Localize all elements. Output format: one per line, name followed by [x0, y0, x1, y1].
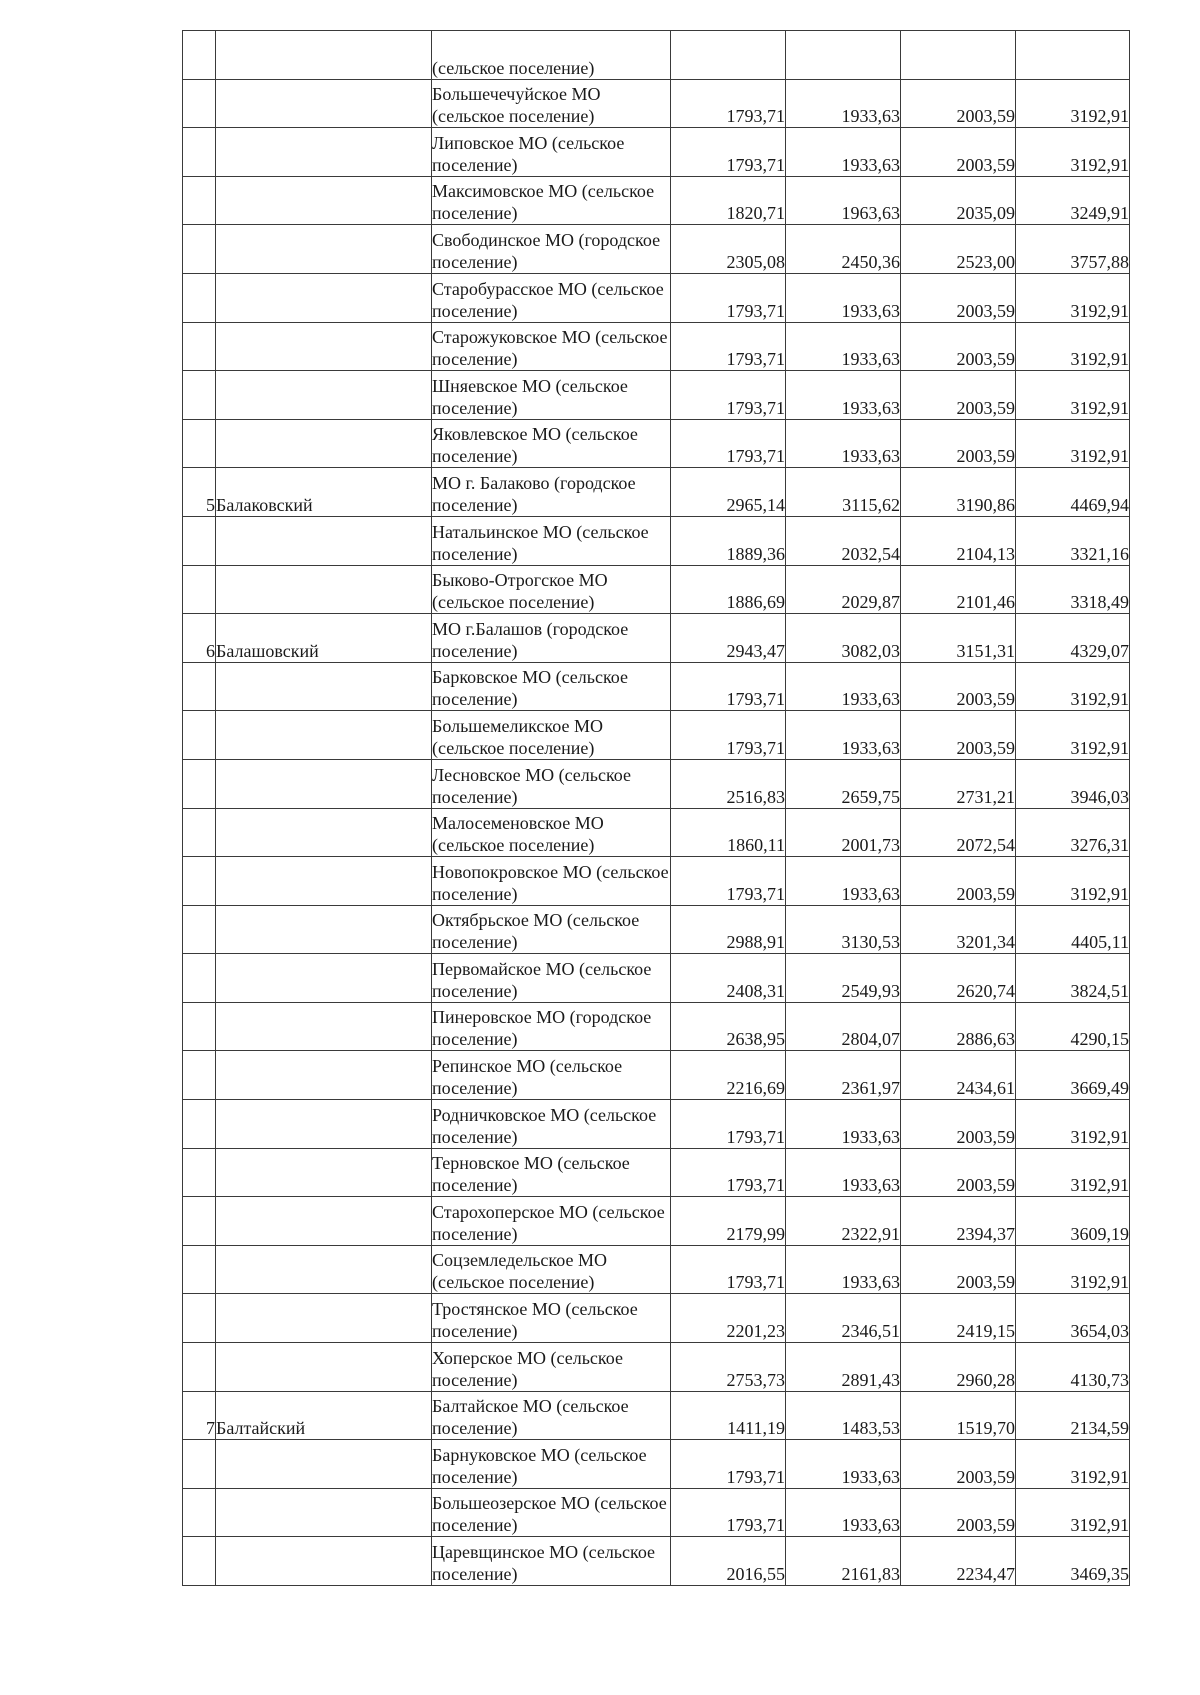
table-row — [183, 808, 1130, 857]
value-cell: 3201,34 — [901, 905, 1016, 954]
value-cell — [901, 31, 1016, 80]
value-cell: 3609,19 — [1016, 1197, 1130, 1246]
district-cell — [216, 759, 432, 808]
row-number-cell — [183, 808, 216, 857]
district-cell — [216, 808, 432, 857]
value-cell: 2346,51 — [786, 1294, 901, 1343]
district-cell — [216, 1051, 432, 1100]
table-row — [183, 1440, 1130, 1489]
value-cell: 3669,49 — [1016, 1051, 1130, 1100]
row-number-cell — [183, 1245, 216, 1294]
table-row — [183, 1197, 1130, 1246]
row-number-cell — [183, 759, 216, 808]
table-row — [183, 905, 1130, 954]
table-row — [183, 954, 1130, 1003]
row-number-cell: 7 — [183, 1391, 216, 1440]
value-cell — [786, 31, 901, 80]
table-row — [183, 128, 1130, 177]
table-row — [183, 1100, 1130, 1149]
district-cell — [216, 954, 432, 1003]
row-number-cell — [183, 1197, 216, 1246]
value-cell: 2003,59 — [901, 419, 1016, 468]
value-cell: 2003,59 — [901, 1245, 1016, 1294]
table-row — [183, 662, 1130, 711]
value-cell: 1933,63 — [786, 1488, 901, 1537]
value-cell: 3130,53 — [786, 905, 901, 954]
value-cell: 3192,91 — [1016, 128, 1130, 177]
row-number-cell — [183, 711, 216, 760]
table-row — [183, 273, 1130, 322]
table-row — [183, 79, 1130, 128]
value-cell: 1933,63 — [786, 1440, 901, 1489]
value-cell: 2960,28 — [901, 1343, 1016, 1392]
value-cell: 3192,91 — [1016, 1148, 1130, 1197]
district-cell — [216, 1294, 432, 1343]
table-row — [183, 176, 1130, 225]
row-number-cell — [183, 31, 216, 80]
value-cell: 2003,59 — [901, 662, 1016, 711]
value-cell: 1793,71 — [671, 857, 786, 906]
value-cell: 1483,53 — [786, 1391, 901, 1440]
district-cell — [216, 662, 432, 711]
municipality-cell: Быково-Отрогское МО (сельское поселение) — [432, 565, 671, 614]
value-cell: 1933,63 — [786, 273, 901, 322]
row-number-cell — [183, 1343, 216, 1392]
district-cell — [216, 273, 432, 322]
table-row — [183, 1488, 1130, 1537]
municipality-cell: Яковлевское МО (сельское поселение) — [432, 419, 671, 468]
value-cell: 3654,03 — [1016, 1294, 1130, 1343]
value-cell: 2003,59 — [901, 79, 1016, 128]
row-number-cell — [183, 176, 216, 225]
value-cell: 3192,91 — [1016, 1100, 1130, 1149]
value-cell: 2549,93 — [786, 954, 901, 1003]
row-number-cell — [183, 1440, 216, 1489]
row-number-cell — [183, 371, 216, 420]
municipality-cell: Первомайское МО (сельское поселение) — [432, 954, 671, 1003]
value-cell: 2216,69 — [671, 1051, 786, 1100]
value-cell: 3192,91 — [1016, 371, 1130, 420]
value-cell: 1933,63 — [786, 857, 901, 906]
value-cell: 2003,59 — [901, 1100, 1016, 1149]
value-cell: 2101,46 — [901, 565, 1016, 614]
table-row — [183, 419, 1130, 468]
municipality-cell: Липовское МО (сельское поселение) — [432, 128, 671, 177]
value-cell: 2072,54 — [901, 808, 1016, 857]
municipality-cell: Натальинское МО (сельское поселение) — [432, 516, 671, 565]
value-cell: 2804,07 — [786, 1002, 901, 1051]
value-cell: 1793,71 — [671, 419, 786, 468]
value-cell: 2305,08 — [671, 225, 786, 274]
row-number-cell: 6 — [183, 614, 216, 663]
district-cell — [216, 516, 432, 565]
district-cell — [216, 1537, 432, 1586]
value-cell: 1793,71 — [671, 273, 786, 322]
value-cell: 2161,83 — [786, 1537, 901, 1586]
value-cell: 3192,91 — [1016, 1440, 1130, 1489]
value-cell: 2361,97 — [786, 1051, 901, 1100]
row-number-cell — [183, 1002, 216, 1051]
value-cell: 3276,31 — [1016, 808, 1130, 857]
district-cell — [216, 1245, 432, 1294]
value-cell: 2943,47 — [671, 614, 786, 663]
value-cell: 2419,15 — [901, 1294, 1016, 1343]
value-cell: 3946,03 — [1016, 759, 1130, 808]
table-row — [183, 31, 1130, 80]
district-cell — [216, 31, 432, 80]
district-cell — [216, 176, 432, 225]
district-cell — [216, 1148, 432, 1197]
value-cell: 3192,91 — [1016, 79, 1130, 128]
table-row — [183, 516, 1130, 565]
value-cell: 1933,63 — [786, 662, 901, 711]
table-row — [183, 1245, 1130, 1294]
value-cell: 1933,63 — [786, 128, 901, 177]
district-cell — [216, 565, 432, 614]
value-cell: 1963,63 — [786, 176, 901, 225]
row-number-cell — [183, 322, 216, 371]
row-number-cell — [183, 128, 216, 177]
value-cell: 1933,63 — [786, 1100, 901, 1149]
row-number-cell — [183, 1148, 216, 1197]
value-cell: 3192,91 — [1016, 322, 1130, 371]
value-cell — [1016, 31, 1130, 80]
row-number-cell: 5 — [183, 468, 216, 517]
table-row — [183, 1051, 1130, 1100]
row-number-cell — [183, 1488, 216, 1537]
municipality-cell: Шняевское МО (сельское поселение) — [432, 371, 671, 420]
value-cell: 2988,91 — [671, 905, 786, 954]
value-cell: 2659,75 — [786, 759, 901, 808]
municipality-cell: Пинеровское МО (городское поселение) — [432, 1002, 671, 1051]
value-cell: 1793,71 — [671, 79, 786, 128]
value-cell: 2234,47 — [901, 1537, 1016, 1586]
value-cell: 2322,91 — [786, 1197, 901, 1246]
municipality-cell: Старобурасское МО (сельское поселение) — [432, 273, 671, 322]
row-number-cell — [183, 662, 216, 711]
municipality-cell: Тростянское МО (сельское поселение) — [432, 1294, 671, 1343]
value-cell: 2003,59 — [901, 322, 1016, 371]
table-row — [183, 565, 1130, 614]
municipality-cell: (сельское поселение) — [432, 31, 671, 80]
value-cell: 2003,59 — [901, 273, 1016, 322]
district-cell — [216, 711, 432, 760]
value-cell: 1933,63 — [786, 1148, 901, 1197]
value-cell: 1793,71 — [671, 371, 786, 420]
value-cell: 3192,91 — [1016, 1488, 1130, 1537]
municipality-cell: Новопокровское МО (сельское поселение) — [432, 857, 671, 906]
table-row — [183, 759, 1130, 808]
value-cell — [671, 31, 786, 80]
value-cell: 2620,74 — [901, 954, 1016, 1003]
value-cell: 2029,87 — [786, 565, 901, 614]
row-number-cell — [183, 516, 216, 565]
value-cell: 1933,63 — [786, 419, 901, 468]
value-cell: 3321,16 — [1016, 516, 1130, 565]
value-cell: 2731,21 — [901, 759, 1016, 808]
district-cell — [216, 857, 432, 906]
district-cell — [216, 1488, 432, 1537]
value-cell: 3151,31 — [901, 614, 1016, 663]
row-number-cell — [183, 419, 216, 468]
value-cell: 1793,71 — [671, 1488, 786, 1537]
value-cell: 3757,88 — [1016, 225, 1130, 274]
value-cell: 3249,91 — [1016, 176, 1130, 225]
district-cell — [216, 905, 432, 954]
district-cell: Балаковский — [216, 468, 432, 517]
value-cell: 2394,37 — [901, 1197, 1016, 1246]
municipality-cell: Свободинское МО (городское поселение) — [432, 225, 671, 274]
municipality-cell: МО г.Балашов (городское поселение) — [432, 614, 671, 663]
table-row — [183, 857, 1130, 906]
municipality-cell: Большемеликское МО (сельское поселение) — [432, 711, 671, 760]
value-cell: 2753,73 — [671, 1343, 786, 1392]
table-row — [183, 1343, 1130, 1392]
value-cell: 2179,99 — [671, 1197, 786, 1246]
value-cell: 4469,94 — [1016, 468, 1130, 517]
row-number-cell — [183, 565, 216, 614]
value-cell: 1933,63 — [786, 1245, 901, 1294]
value-cell: 1933,63 — [786, 371, 901, 420]
municipality-cell: Хоперское МО (сельское поселение) — [432, 1343, 671, 1392]
value-cell: 3192,91 — [1016, 273, 1130, 322]
row-number-cell — [183, 1537, 216, 1586]
municipality-cell: Барнуковское МО (сельское поселение) — [432, 1440, 671, 1489]
municipality-cell: Балтайское МО (сельское поселение) — [432, 1391, 671, 1440]
table-row — [183, 322, 1130, 371]
municipality-cell: Соцземледельское МО (сельское поселение) — [432, 1245, 671, 1294]
value-cell: 2035,09 — [901, 176, 1016, 225]
district-cell — [216, 79, 432, 128]
value-cell: 2003,59 — [901, 1440, 1016, 1489]
value-cell: 3469,35 — [1016, 1537, 1130, 1586]
table-row — [183, 225, 1130, 274]
value-cell: 3115,62 — [786, 468, 901, 517]
value-cell: 1793,71 — [671, 1440, 786, 1489]
table-body — [183, 31, 1130, 1586]
table-row — [183, 1391, 1130, 1440]
value-cell: 1860,11 — [671, 808, 786, 857]
municipality-cell: Родничковское МО (сельское поселение) — [432, 1100, 671, 1149]
row-number-cell — [183, 857, 216, 906]
value-cell: 3318,49 — [1016, 565, 1130, 614]
district-cell — [216, 1197, 432, 1246]
value-cell: 1793,71 — [671, 1245, 786, 1294]
value-cell: 2003,59 — [901, 711, 1016, 760]
value-cell: 2134,59 — [1016, 1391, 1130, 1440]
row-number-cell — [183, 1051, 216, 1100]
table-row — [183, 711, 1130, 760]
table-row — [183, 468, 1130, 517]
district-cell — [216, 1343, 432, 1392]
value-cell: 1793,71 — [671, 1100, 786, 1149]
value-cell: 2001,73 — [786, 808, 901, 857]
value-cell: 4290,15 — [1016, 1002, 1130, 1051]
municipality-cell: Большеозерское МО (сельское поселение) — [432, 1488, 671, 1537]
value-cell: 3192,91 — [1016, 662, 1130, 711]
district-cell — [216, 225, 432, 274]
value-cell: 1793,71 — [671, 1148, 786, 1197]
row-number-cell — [183, 1294, 216, 1343]
municipality-cell: Царевщинское МО (сельское поселение) — [432, 1537, 671, 1586]
value-cell: 4130,73 — [1016, 1343, 1130, 1392]
table-row — [183, 614, 1130, 663]
district-cell — [216, 128, 432, 177]
value-cell: 3190,86 — [901, 468, 1016, 517]
value-cell: 1793,71 — [671, 128, 786, 177]
value-cell: 2104,13 — [901, 516, 1016, 565]
value-cell: 3192,91 — [1016, 419, 1130, 468]
table-row — [183, 1294, 1130, 1343]
value-cell: 3082,03 — [786, 614, 901, 663]
municipality-cell: Терновское МО (сельское поселение) — [432, 1148, 671, 1197]
value-cell: 2003,59 — [901, 1148, 1016, 1197]
municipality-cell: Большечечуйское МО (сельское поселение) — [432, 79, 671, 128]
row-number-cell — [183, 905, 216, 954]
value-cell: 2408,31 — [671, 954, 786, 1003]
value-cell: 3192,91 — [1016, 711, 1130, 760]
value-cell: 2032,54 — [786, 516, 901, 565]
municipality-cell: Максимовское МО (сельское поселение) — [432, 176, 671, 225]
value-cell: 2003,59 — [901, 128, 1016, 177]
district-cell — [216, 371, 432, 420]
municipality-cell: Барковское МО (сельское поселение) — [432, 662, 671, 711]
district-cell: Балашовский — [216, 614, 432, 663]
value-cell: 2434,61 — [901, 1051, 1016, 1100]
table-row — [183, 371, 1130, 420]
district-cell — [216, 322, 432, 371]
value-cell: 1886,69 — [671, 565, 786, 614]
value-cell: 2891,43 — [786, 1343, 901, 1392]
table-row — [183, 1148, 1130, 1197]
value-cell: 3824,51 — [1016, 954, 1130, 1003]
row-number-cell — [183, 79, 216, 128]
row-number-cell — [183, 273, 216, 322]
value-cell: 3192,91 — [1016, 1245, 1130, 1294]
value-cell: 4329,07 — [1016, 614, 1130, 663]
value-cell: 4405,11 — [1016, 905, 1130, 954]
municipality-cell: МО г. Балаково (городское поселение) — [432, 468, 671, 517]
value-cell: 1933,63 — [786, 322, 901, 371]
municipality-cell: Старохоперское МО (сельское поселение) — [432, 1197, 671, 1246]
municipality-cell: Октябрьское МО (сельское поселение) — [432, 905, 671, 954]
value-cell: 2886,63 — [901, 1002, 1016, 1051]
value-cell: 2003,59 — [901, 1488, 1016, 1537]
district-cell — [216, 1100, 432, 1149]
value-cell: 2638,95 — [671, 1002, 786, 1051]
tariff-table — [182, 30, 1130, 1586]
value-cell: 2516,83 — [671, 759, 786, 808]
municipality-cell: Старожуковское МО (сельское поселение) — [432, 322, 671, 371]
value-cell: 1519,70 — [901, 1391, 1016, 1440]
value-cell: 1889,36 — [671, 516, 786, 565]
value-cell: 1793,71 — [671, 322, 786, 371]
value-cell: 2016,55 — [671, 1537, 786, 1586]
municipality-cell: Репинское МО (сельское поселение) — [432, 1051, 671, 1100]
district-cell — [216, 419, 432, 468]
row-number-cell — [183, 225, 216, 274]
value-cell: 1933,63 — [786, 79, 901, 128]
value-cell: 2450,36 — [786, 225, 901, 274]
district-cell: Балтайский — [216, 1391, 432, 1440]
municipality-cell: Лесновское МО (сельское поселение) — [432, 759, 671, 808]
value-cell: 3192,91 — [1016, 857, 1130, 906]
value-cell: 2003,59 — [901, 857, 1016, 906]
municipality-cell: Малосеменовское МО (сельское поселение) — [432, 808, 671, 857]
row-number-cell — [183, 1100, 216, 1149]
value-cell: 1933,63 — [786, 711, 901, 760]
value-cell: 2003,59 — [901, 371, 1016, 420]
table-row — [183, 1002, 1130, 1051]
value-cell: 1411,19 — [671, 1391, 786, 1440]
value-cell: 2523,00 — [901, 225, 1016, 274]
value-cell: 1793,71 — [671, 711, 786, 760]
value-cell: 1793,71 — [671, 662, 786, 711]
value-cell: 2201,23 — [671, 1294, 786, 1343]
row-number-cell — [183, 954, 216, 1003]
value-cell: 2965,14 — [671, 468, 786, 517]
value-cell: 1820,71 — [671, 176, 786, 225]
district-cell — [216, 1002, 432, 1051]
table-row — [183, 1537, 1130, 1586]
district-cell — [216, 1440, 432, 1489]
